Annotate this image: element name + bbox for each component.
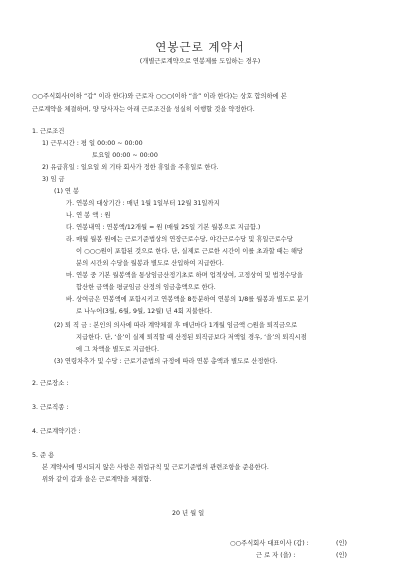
section-4-contract-period: 4. 근로계약기간 : [32, 428, 81, 435]
page-subtitle: (개별근로계약으로 연봉제를 도입하는 경우) [139, 58, 261, 65]
work-hours-saturday: 토요일 00:00 ~ 00:00 [92, 152, 158, 159]
intro-line-1: ○○주식회사(이하 “갑” 이라 한다)와 근로자 ○○○(이하 “을” 이라 한다)는 상호 합의하에 본 [32, 93, 287, 100]
section-5-line: 위와 같이 갑과 을은 근로계약을 체결함. [42, 476, 152, 483]
worker-seal: (인) [336, 552, 347, 559]
salary-item: 다. 연봉내역 : 연봉액/12개월 = 원 (매월 25일 기본 월봉으로 지급함.) [66, 224, 261, 231]
salary-item: 분의 시간외 수당을 월봉과 별도로 산입하여 지급한다. [76, 260, 224, 267]
salary-item: 마. 연봉 중 기본 월봉액을 통상임금산정기초로 하며 업적상여, 고정상여 및 법정수당을 [66, 272, 303, 279]
section-2-work-place: 2. 근로장소 : [32, 380, 69, 387]
section-1-heading: 1. 근로조건 [32, 128, 65, 135]
section-5-heading: 5. 준 용 [32, 452, 55, 459]
date-line: 20 년 월 일 [172, 510, 205, 517]
severance-line: (2) 퇴 직 금 : 본인의 의사에 따라 계약체결 후 매년마다 1개월 임금액 ○원을 퇴직금으로 [54, 322, 298, 329]
work-hours: 1) 근무시간 : 평 일 00:00 ~ 00:00 [42, 140, 143, 147]
salary-item: 라. 매월 월봉 원에는 근로기준법상의 연장근로수당, 야간근로수당 및 휴일근로수당 [66, 236, 293, 243]
salary-item: 로 나누어(3월, 6월, 9월, 12월) 년 4회 지불한다. [76, 308, 213, 315]
salary-heading: (1) 연 봉 [54, 188, 80, 195]
section-5-line: 본 계약서에 명시되지 않은 사항은 취업규칙 및 근로기준법의 관련조항을 준용한다. [42, 464, 269, 471]
page-title: 연봉근로 계약서 [155, 40, 245, 54]
severance-line: 지급한다. 단, ‘을’이 실제 퇴직할 때 산정된 퇴직금보다 저액일 경우, ‘을’의 퇴직시점 [76, 334, 307, 341]
wage-heading: 3) 임 금 [42, 176, 65, 183]
worker-signature-label: 근 로 자 (을) : [256, 552, 296, 559]
intro-line-2: 근로계약을 체결하며, 양 당사자는 아래 근로조건을 성실히 이행할 것을 약정한다. [32, 106, 255, 113]
paid-holiday: 2) 유급휴일 : 일요일 외 기타 회사가 정한 휴일을 주휴일로 한다. [42, 164, 219, 171]
salary-item: 나. 연 봉 액 : 원 [66, 212, 111, 219]
salary-item: 합산한 금액을 평균임금 산정의 임금총액으로 한다. [76, 284, 216, 291]
salary-item: 이 ○○○원이 포함된 것으로 한다. 단, 실제로 근로한 시간이 이를 초과할 때는 해당 [76, 248, 303, 255]
section-3-job-type: 3. 근로직종 : [32, 404, 69, 411]
salary-item: 바. 상여금은 연봉액에 포함시키고 연봉액을 8등분하여 연봉의 1/8를 월봉과 별도로 분기 [66, 296, 309, 303]
company-seal: (인) [336, 540, 347, 547]
salary-item: 가. 연봉의 대상기간 : 매년 1월 1일부터 12월 31일까지 [66, 200, 220, 207]
company-signature-label: ○○주식회사 대표이사 (갑) : [230, 540, 309, 547]
allowance-line: (3) 연령차추가 및 수당 : 근로기준법의 규정에 따라 연봉 총액과 별도로 산정한다. [54, 358, 278, 365]
severance-line: 에 그 차액을 별도로 지급한다. [76, 346, 160, 353]
